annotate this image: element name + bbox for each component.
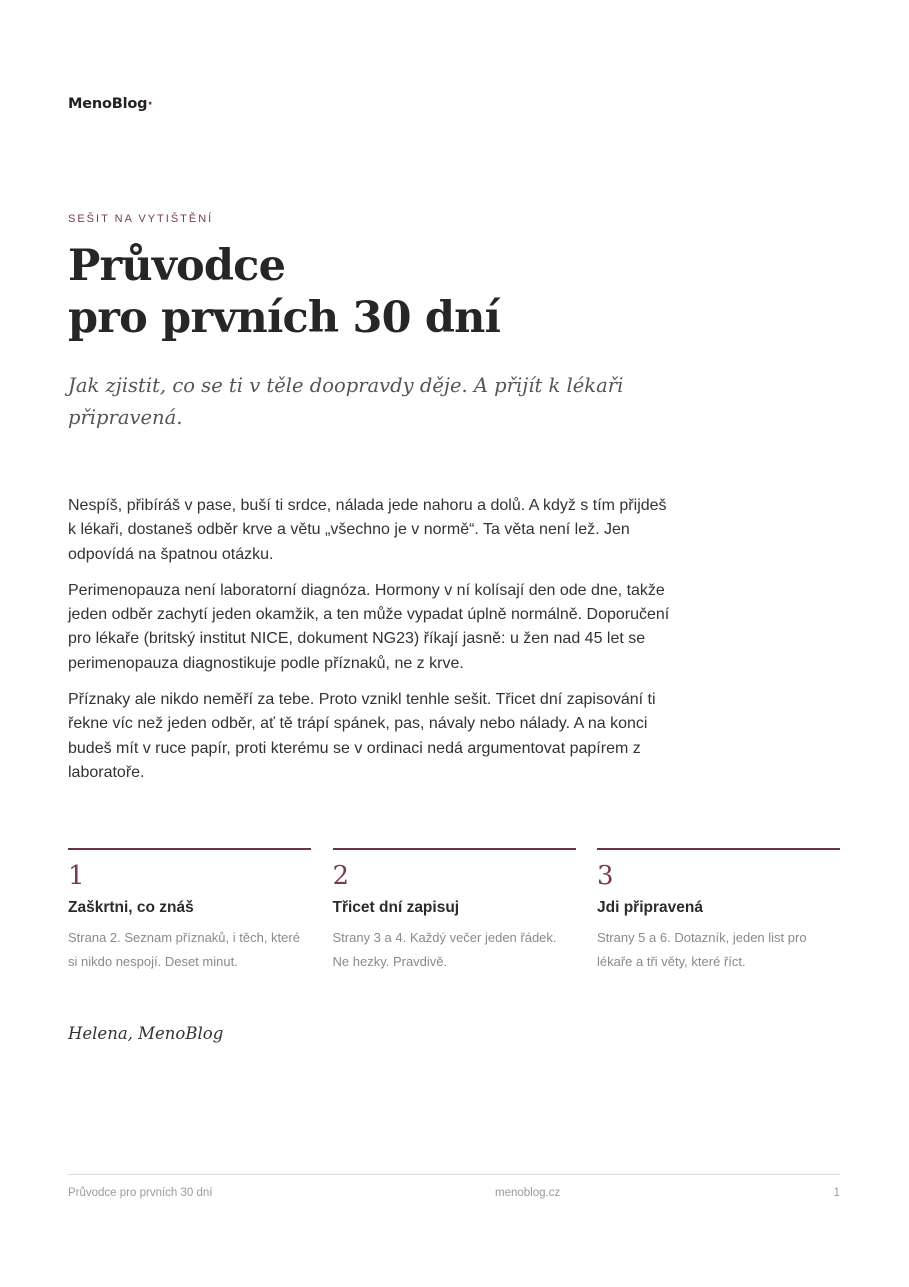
footer-title: Průvodce pro prvních 30 dní — [68, 1187, 213, 1199]
step-number: 1 — [68, 861, 85, 891]
brand-logo — [68, 96, 153, 112]
step-title: Třicet dní zapisuj — [332, 899, 460, 916]
page-number: 1 — [833, 1187, 840, 1199]
body-paragraph: Příznaky ale nikdo neměří za tebe. Proto vznikl tenhle sešit. Třicet dní zapisování ti řekne víc než jeden odběr, ať tě trápí spánek, pas, návaly nebo nálady. A na konci budeš mít v ruce papír, proti kterému se v ordinaci nedá argumentovat papírem z laboratoře. — [68, 691, 656, 781]
step-title: Zaškrtni, co znáš — [68, 899, 194, 916]
brand-dot: · — [147, 96, 153, 112]
intro-body — [68, 494, 674, 797]
step-number: 2 — [332, 861, 350, 891]
step-description: Strana 2. Seznam příznaků, i těch, které si nikdo nespojí. Deset minut. — [68, 930, 300, 969]
step-number: 3 — [597, 861, 614, 891]
step-card — [597, 848, 840, 974]
page-title — [68, 240, 500, 344]
step-description: Strany 3 a 4. Každý večer jeden řádek. Ne hezky. Pravdivě. — [332, 930, 557, 969]
section-kicker: SEŠIT NA VYTIŠTĚNÍ — [68, 213, 214, 225]
body-paragraph: Perimenopauza není laboratorní diagnóza. Hormony v ní kolísají den ode dne, takže jeden odběr zachytí jeden okamžik, a ten může vypadat úplně normálně. Doporučení pro lékaře (britský institut NICE, dokument NG23) říkají jasně: u žen nad 45 let se perimenopauza diagnostikuje podle příznaků, ne z krve. — [68, 581, 670, 672]
body-paragraph: Nespíš, přibíráš v pase, buší ti srdce, nálada jede nahoru a dolů. A když s tím přijdeš k lékaři, dostaneš odběr krve a větu „všechno je v normě“. Ta věta není lež. Jen odpovídá na špatnou otázku. — [68, 497, 667, 563]
steps-row — [68, 848, 840, 974]
page-footer — [68, 1174, 840, 1199]
author-signature: Helena, MenoBlog — [68, 1024, 224, 1043]
brand-name: MenoBlog — [68, 96, 148, 112]
title-line-1: Průvodce — [68, 241, 286, 291]
step-title: Jdi připravená — [597, 899, 703, 916]
step-card — [68, 848, 311, 974]
step-card — [333, 848, 576, 974]
title-line-2: pro prvních 30 dní — [68, 293, 501, 343]
footer-url: menoblog.cz — [495, 1187, 561, 1199]
step-description: Strany 5 a 6. Dotazník, jeden list pro lékaře a tři věty, které říct. — [597, 930, 807, 969]
page-subtitle: Jak zjistit, co se ti v těle doopravdy děje. A přijít k lékaři připravená. — [68, 374, 624, 429]
document-page — [68, 0, 840, 1287]
